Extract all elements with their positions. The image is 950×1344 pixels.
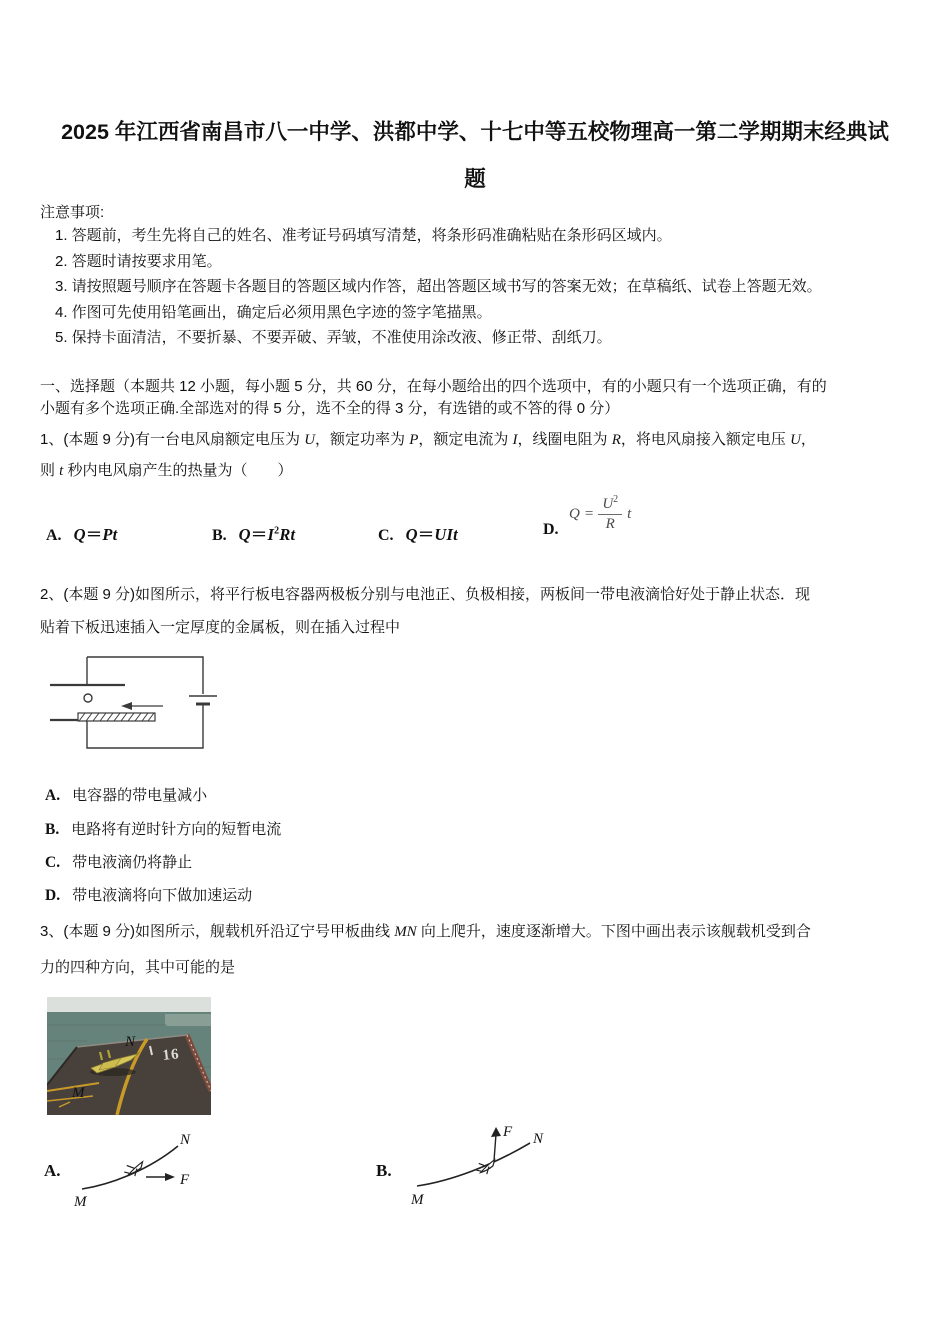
circuit-wires (87, 657, 203, 748)
battery-icon (189, 696, 217, 704)
force-diagram-b (393, 1116, 553, 1221)
q1-d-numerator (598, 496, 622, 515)
q3-stem-line1: 3、(本题 9 分)如图所示，舰载机歼沿辽宁号甲板曲线 MN 向上爬升，速度逐渐增大。下图中画出表示该舰载机受到合 (40, 923, 811, 940)
force-arrow-up (491, 1127, 501, 1161)
force-diagram-a (58, 1122, 218, 1222)
q1-stem-line2: 则 t 秒内电风扇产生的热量为（ ） (40, 462, 293, 479)
q1-d-trailing-t: t (627, 505, 632, 522)
note-item-1: 1. 答题前，考生先将自己的姓名、准考证号码填写清楚，将条形码准确粘贴在条形码区域内。 (55, 227, 672, 244)
photo-label-n: N (125, 1034, 136, 1050)
q2-option-a-text: 电容器的带电量减小 (72, 787, 208, 804)
path-curve-mn (82, 1146, 178, 1189)
q1-option-b (212, 521, 295, 545)
photo-haze (165, 1014, 211, 1026)
capacitor-circuit-figure (50, 650, 220, 760)
q2-option-c-letter: C. (45, 854, 61, 871)
q2-option-d (45, 884, 252, 905)
diagram-a-label-f: F (180, 1172, 190, 1188)
q2-option-b (45, 818, 281, 839)
q1-option-c (378, 521, 458, 545)
deck-number: 16 (161, 1046, 181, 1064)
note-item-4: 4. 作图可先使用铅笔画出，确定后必须用黑色字迹的签字笔描黑。 (55, 303, 492, 321)
diagram-b-label-f: F (503, 1124, 513, 1140)
q1-option-b-formula: $Q=I^2Rt$ (238, 525, 296, 544)
diagram-b-label-m: M (411, 1192, 424, 1208)
q2-stem-line1: 2、(本题 9 分)如图所示，将平行板电容器两极板分别与电池正、负极相接，两板间一带电液滴恰好处于静止状态．现 (40, 586, 811, 603)
q3-diagram-a-letter: A. (44, 1161, 61, 1180)
notes-heading: 注意事项: (40, 204, 105, 221)
q2-option-c (45, 851, 192, 872)
q1-d-fraction (598, 496, 622, 532)
note-item-3: 3. 请按照题号顺序在答题卡各题目的答题区域内作答，超出答题区域书写的答案无效；在草稿纸、试卷上答题无效。 (55, 278, 822, 295)
path-curve-mn (417, 1143, 530, 1186)
note-item-2: 2. 答题时请按要求用笔。 (55, 252, 222, 270)
q2-option-b-text: 电路将有逆时针方向的短暂电流 (71, 821, 282, 838)
diagram-b-label-n: N (533, 1131, 544, 1147)
q1-option-a-letter: A. (46, 527, 62, 544)
page-title-line1: 2025 年江西省南昌市八一中学、洪都中学、十七中等五校物理高一第二学期期末经典试 (61, 120, 889, 144)
q3-diagram-b-letter: B. (376, 1161, 392, 1180)
q1-option-d (543, 521, 571, 539)
q1-d-num-var: U (602, 496, 614, 512)
metal-plate-hatched (78, 713, 155, 721)
q2-option-a (45, 784, 207, 805)
q1-d-denominator: R (605, 515, 615, 532)
diagram-a-label-n: N (180, 1132, 191, 1148)
q1-option-a-formula: Q＝Pt (73, 525, 118, 544)
q1-d-equals: = (584, 505, 594, 522)
carrier-deck-photo (47, 997, 211, 1115)
q2-option-a-letter: A. (45, 787, 61, 804)
force-arrow-horizontal (146, 1173, 175, 1181)
q1-option-d-letter: D. (543, 521, 559, 538)
q1-option-a (46, 521, 117, 545)
insert-arrow-left-icon (121, 702, 163, 710)
note-item-5: 5. 保持卡面清洁，不要折暴、不要弄破、弄皱，不准使用涂改液、修正带、刮纸刀。 (55, 329, 612, 346)
q1-stem-line1: 1、(本题 9 分)有一台电风扇额定电压为 U，额定功率为 P，额定电流为 I，线圈电阻为 R，将电风扇接入额定电压 U， (40, 431, 816, 448)
photo-label-m: M (72, 1085, 85, 1101)
q1-option-d-formula (569, 496, 631, 532)
q1-d-lhs: Q (569, 505, 580, 522)
q2-stem-line2: 贴着下板迅速插入一定厚度的金属板，则在插入过程中 (40, 619, 401, 636)
q3-stem-line2: 力的四种方向，其中可能的是 (40, 959, 236, 976)
q1-option-b-letter: B. (212, 527, 227, 544)
charged-droplet (84, 694, 92, 702)
q2-option-d-text: 带电液滴将向下做加速运动 (72, 887, 253, 904)
section-heading-line1: 一、选择题（本题共 12 小题，每小题 5 分，共 60 分，在每小题给出的四个选项中，有的小题只有一个选项正确，有的 (40, 378, 827, 395)
q2-option-c-text: 带电液滴仍将静止 (72, 854, 193, 871)
q1-option-c-formula: Q＝UIt (405, 525, 458, 544)
plane-sketch-icon (474, 1157, 498, 1177)
q2-option-b-letter: B. (45, 821, 60, 838)
q1-d-num-exponent: 2 (613, 494, 619, 505)
section-heading-line2: 小题有多个选项正确.全部选对的得 5 分，选不全的得 3 分，有选错的或不答的得 0 分） (40, 400, 620, 417)
notes-list (55, 223, 822, 351)
diagram-a-label-m: M (74, 1194, 87, 1210)
page-title-line2: 题 (464, 167, 486, 191)
q1-option-c-letter: C. (378, 527, 394, 544)
q2-option-d-letter: D. (45, 887, 61, 904)
